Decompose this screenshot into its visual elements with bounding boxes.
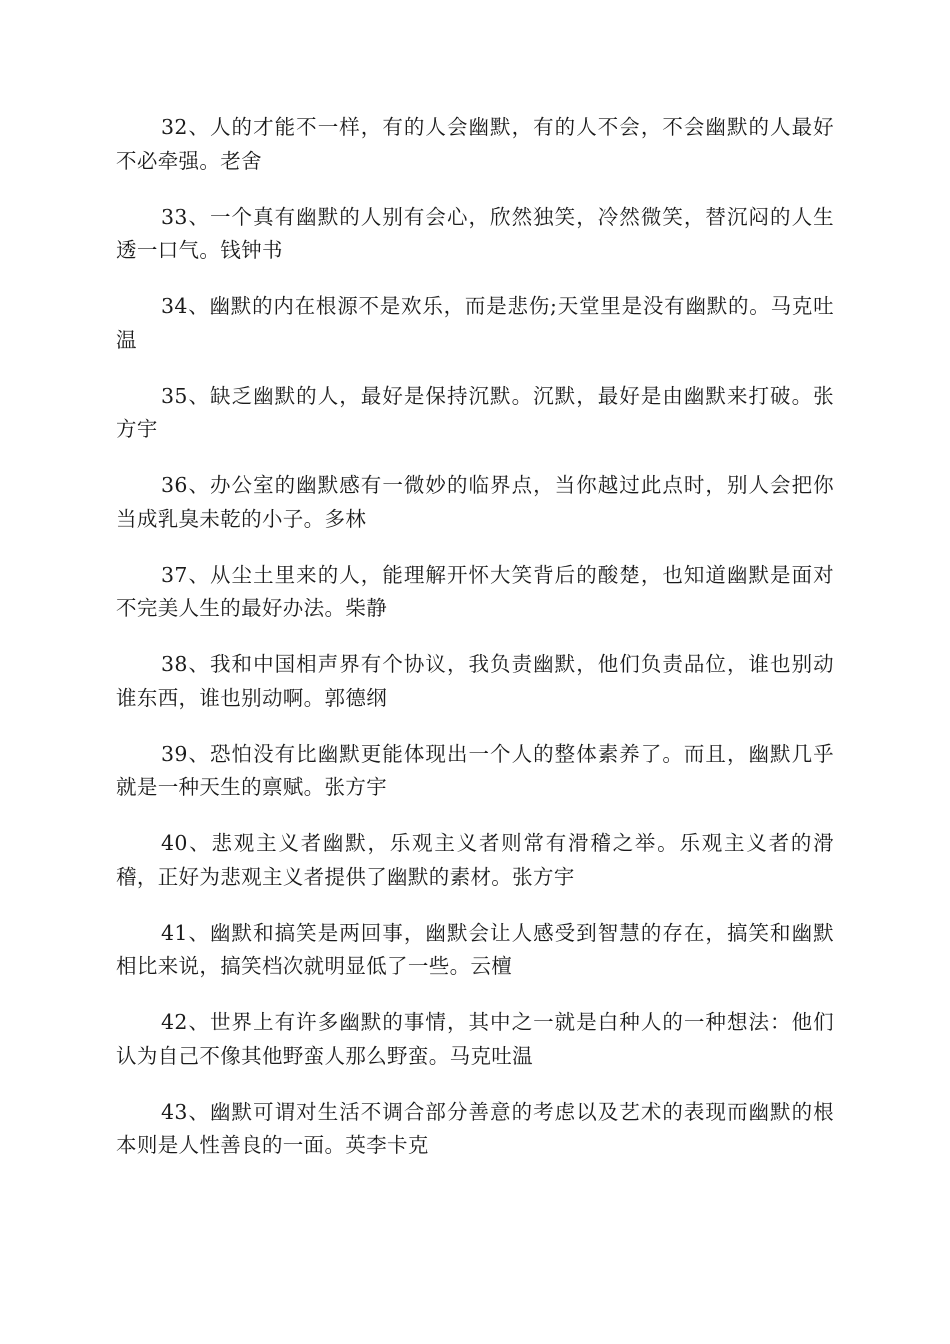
quote-paragraph: 43、幽默可谓对生活不调合部分善意的考虑以及艺术的表现而幽默的根本则是人性善良的一面。英李卡克 <box>116 1099 834 1157</box>
quote-paragraph: 42、世界上有许多幽默的事情，其中之一就是白种人的一种想法：他们认为自己不像其他野蛮人那么野蛮。马克吐温 <box>116 1010 834 1068</box>
quote-paragraph: 33、一个真有幽默的人别有会心，欣然独笑，冷然微笑，替沉闷的人生透一口气。钱钟书 <box>116 204 834 262</box>
quote-paragraph: 40、悲观主义者幽默，乐观主义者则常有滑稽之举。乐观主义者的滑稽，正好为悲观主义者提供了幽默的素材。张方宇 <box>116 831 834 889</box>
quote-list <box>116 111 834 1185</box>
quote-paragraph: 41、幽默和搞笑是两回事，幽默会让人感受到智慧的存在，搞笑和幽默相比来说，搞笑档次就明显低了一些。云檀 <box>116 920 834 978</box>
quote-paragraph: 35、缺乏幽默的人，最好是保持沉默。沉默，最好是由幽默来打破。张方宇 <box>116 383 834 441</box>
quote-paragraph: 38、我和中国相声界有个协议，我负责幽默，他们负责品位，谁也别动谁东西，谁也别动啊。郭德纲 <box>116 652 834 710</box>
quote-paragraph: 34、幽默的内在根源不是欢乐，而是悲伤;天堂里是没有幽默的。马克吐温 <box>116 294 834 352</box>
quote-paragraph: 37、从尘土里来的人，能理解开怀大笑背后的酸楚，也知道幽默是面对不完美人生的最好办法。柴静 <box>116 562 834 620</box>
quote-paragraph: 32、人的才能不一样，有的人会幽默，有的人不会，不会幽默的人最好不必牵强。老舍 <box>116 115 834 173</box>
quote-paragraph: 39、恐怕没有比幽默更能体现出一个人的整体素养了。而且，幽默几乎就是一种天生的禀赋。张方宇 <box>116 741 834 799</box>
quote-paragraph: 36、办公室的幽默感有一微妙的临界点，当你越过此点时，别人会把你当成乳臭未乾的小子。多林 <box>116 473 834 531</box>
